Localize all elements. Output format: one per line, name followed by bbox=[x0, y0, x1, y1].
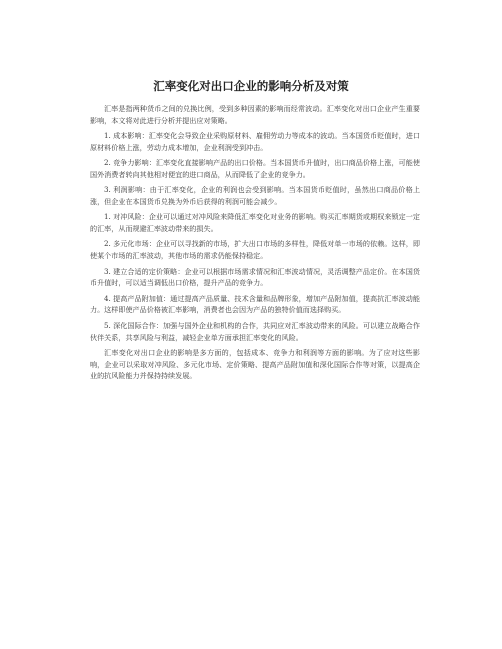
competitiveness-impact-paragraph: 2. 竞争力影响：汇率变化直接影响产品的出口价格。当本国货币升值时，出口商品价格上涨，可能使国外消费者转向其他相对便宜的进口商品，从而降低了企业的竞争力。 bbox=[90, 158, 420, 179]
added-value-paragraph: 4. 提高产品附加值：通过提高产品质量、技术含量和品牌形象，增加产品附加值，提高抗汇率波动能力。这样即使产品价格被汇率影响，消费者也会因为产品的独特价值而选择购买。 bbox=[90, 293, 420, 315]
conclusion-paragraph: 汇率变化对出口企业的影响是多方面的，包括成本、竞争力和利润等方面的影响。为了应对这些影响，企业可以采取对冲风险、多元化市场、定价策略、提高产品附加值和深化国际合作等对策，以提高企业的抗风险能力并保持持续发展。 bbox=[90, 347, 420, 381]
profit-impact-paragraph: 3. 利润影响：由于汇率变化，企业的利润也会受到影响。当本国货币贬值时，虽然出口商品价格上涨，但企业在本国货币兑换为外币后获得的利润可能会减少。 bbox=[90, 185, 420, 207]
diversified-market-paragraph: 2. 多元化市场：企业可以寻找新的市场，扩大出口市场的多样性，降低对单一市场的依赖。这样，即使某个市场的汇率波动，其他市场的需求仍能保持稳定。 bbox=[90, 239, 420, 261]
cost-impact-paragraph: 1. 成本影响：汇率变化会导致企业采购原材料、雇佣劳动力等成本的波动。当本国货币贬值时，进口原材料价格上涨，劳动力成本增加，企业利润受到冲击。 bbox=[90, 131, 420, 152]
document-title: 汇率变化对出口企业的影响分析及对策 bbox=[153, 79, 349, 93]
document-body bbox=[90, 103, 420, 386]
hedging-strategy-paragraph: 1. 对冲风险：企业可以通过对冲风险来降低汇率变化对业务的影响。购买汇率期货或期权来锁定一定的汇率，从而规避汇率波动带来的损失。 bbox=[90, 212, 420, 234]
international-cooperation-paragraph: 5. 深化国际合作：加强与国外企业和机构的合作，共同应对汇率波动带来的风险。可以建立战略合作伙伴关系，共享风险与利益，减轻企业单方面承担汇率变化的风险。 bbox=[90, 320, 420, 342]
intro-paragraph: 汇率是指两种货币之间的兑换比例，受到多种因素的影响而经常波动。汇率变化对出口企业产生重要影响，本文将对此进行分析并提出应对策略。 bbox=[90, 104, 420, 125]
pricing-strategy-paragraph: 3. 建立合适的定价策略：企业可以根据市场需求情况和汇率波动情况，灵活调整产品定价。在本国货币升值时，可以适当调低出口价格，提升产品的竞争力。 bbox=[90, 266, 420, 288]
